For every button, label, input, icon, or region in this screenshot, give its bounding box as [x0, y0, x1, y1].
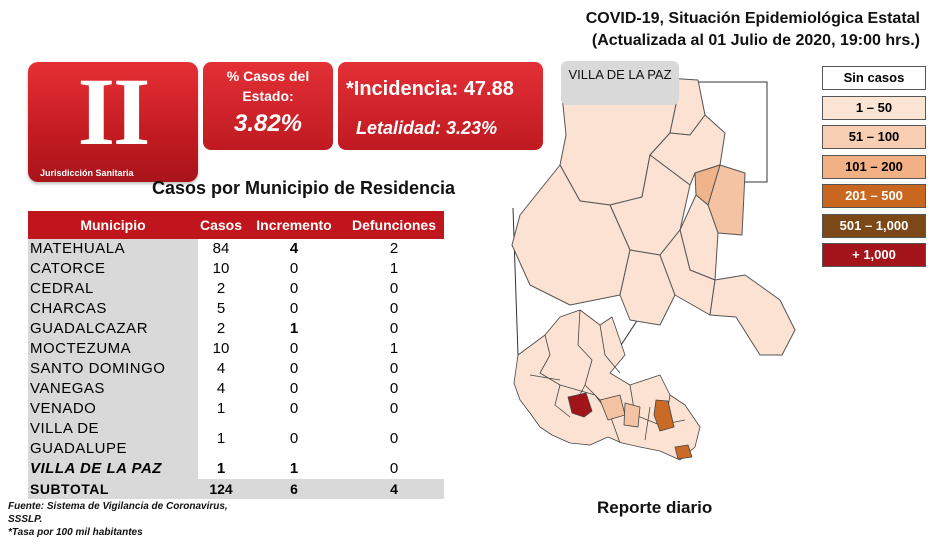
- cell-defunciones: 0: [389, 460, 399, 477]
- table-row: [28, 299, 444, 319]
- table-row: [28, 239, 444, 259]
- cell-casos: 4: [216, 380, 226, 397]
- title-line-2: (Actualizada al 01 Julio de 2020, 19:00 hrs.): [591, 32, 920, 49]
- cell-municipio: VENADO: [28, 399, 198, 419]
- legend-item: 1 – 50: [822, 96, 926, 120]
- cell-incremento: 0: [289, 300, 299, 317]
- cell-incremento: 0: [289, 380, 299, 397]
- subtotal-row: [28, 479, 444, 499]
- table-row: [28, 319, 444, 339]
- cell-casos: 84: [212, 240, 230, 257]
- legend-item: 51 – 100: [822, 125, 926, 149]
- cell-casos: 5: [216, 300, 226, 317]
- jurisdiction-number: II: [77, 58, 149, 165]
- header-defunciones: Defunciones: [344, 211, 444, 239]
- cell-incremento: 0: [289, 360, 299, 377]
- table-row: [28, 399, 444, 419]
- cell-municipio: VANEGAS: [28, 379, 198, 399]
- cell-incremento: 0: [289, 340, 299, 357]
- letalidad-label: Letalidad:: [356, 118, 442, 138]
- cell-municipio: VILLA DE LA PAZ: [28, 459, 198, 479]
- letalidad-value: 3.23%: [446, 118, 498, 138]
- subtotal-label: SUBTOTAL: [28, 479, 198, 499]
- legend-item: Sin casos: [822, 66, 926, 90]
- subtotal-casos: 124: [198, 479, 244, 499]
- cell-municipio: CHARCAS: [28, 299, 198, 319]
- source-line-1: Fuente: Sistema de Vigilancia de Coronavirus,: [8, 501, 228, 512]
- state-map: [500, 55, 820, 475]
- legend-item: + 1,000: [822, 243, 926, 267]
- state-region-mid-2: [624, 403, 640, 427]
- cell-casos: 4: [216, 360, 226, 377]
- title-line-1: COVID-19, Situación Epidemiológica Estatal: [585, 10, 920, 27]
- cell-defunciones: 0: [389, 380, 399, 397]
- cell-municipio: MOCTEZUMA: [28, 339, 198, 359]
- table-row: [28, 279, 444, 299]
- cell-incremento: 4: [289, 240, 299, 257]
- legend-item: 201 – 500: [822, 184, 926, 208]
- cell-defunciones: 1: [389, 340, 399, 357]
- table-row: [28, 419, 444, 459]
- reporte-diario-label: Reporte diario: [597, 498, 713, 517]
- cell-municipio: VILLA DE GUADALUPE: [28, 419, 198, 459]
- cell-municipio: CATORCE: [28, 259, 198, 279]
- cell-incremento: 0: [289, 260, 299, 277]
- cell-casos: 1: [216, 430, 226, 447]
- subtotal-defunciones: 4: [344, 479, 444, 499]
- cell-incremento: 1: [289, 320, 299, 337]
- cell-incremento: 0: [289, 280, 299, 297]
- cell-municipio: GUADALCAZAR: [28, 319, 198, 339]
- cases-table: [28, 211, 444, 499]
- legend-item: 501 – 1,000: [822, 214, 926, 238]
- percent-label-line-2: Estado:: [242, 88, 294, 104]
- legend-item: 101 – 200: [822, 155, 926, 179]
- table-row: [28, 359, 444, 379]
- table-row: [28, 459, 444, 479]
- cell-defunciones: 0: [389, 280, 399, 297]
- municipio-guadalcazar: [710, 275, 795, 355]
- header-incremento: Incremento: [244, 211, 344, 239]
- cell-defunciones: 0: [389, 430, 399, 447]
- header-casos: Casos: [198, 211, 244, 239]
- jurisdiction-map: [512, 77, 795, 355]
- source-line-3: *Tasa por 100 mil habitantes: [8, 527, 143, 538]
- incidence-text: *Incidencia: 47.88: [346, 78, 514, 100]
- source-line-2: SSSLP.: [8, 514, 43, 525]
- letalidad-text: [356, 118, 497, 139]
- state-outline: [514, 310, 700, 460]
- cell-casos: 10: [212, 340, 230, 357]
- cell-municipio: CEDRAL: [28, 279, 198, 299]
- cell-municipio: SANTO DOMINGO: [28, 359, 198, 379]
- cell-casos: 1: [216, 400, 226, 417]
- cell-casos: 2: [216, 280, 226, 297]
- cell-defunciones: 0: [389, 300, 399, 317]
- subtotal-incremento: 6: [244, 479, 344, 499]
- report-title: [520, 8, 920, 52]
- cell-casos: 1: [216, 460, 226, 477]
- cell-municipio: MATEHUALA: [28, 239, 198, 259]
- table-row: [28, 379, 444, 399]
- cell-defunciones: 2: [389, 240, 399, 257]
- source-note: [8, 500, 228, 539]
- cell-incremento: 0: [289, 430, 299, 447]
- cell-defunciones: 0: [389, 400, 399, 417]
- cell-casos: 10: [212, 260, 230, 277]
- percent-label-line-1: % Casos del: [226, 68, 310, 84]
- table-subtitle: Casos por Municipio de Residencia: [152, 178, 456, 198]
- jurisdiction-label: Jurisdicción Sanitaria: [40, 168, 134, 178]
- cell-incremento: 1: [289, 460, 299, 477]
- cell-defunciones: 0: [389, 360, 399, 377]
- villa-de-la-paz-callout: VILLA DE LA PAZ: [561, 61, 679, 105]
- cell-incremento: 0: [289, 400, 299, 417]
- cell-defunciones: 1: [389, 260, 399, 277]
- cell-casos: 2: [216, 320, 226, 337]
- table-row: [28, 259, 444, 279]
- cell-defunciones: 0: [389, 320, 399, 337]
- table-header-row: [28, 211, 444, 239]
- percent-value: 3.82%: [233, 110, 303, 137]
- table-row: [28, 339, 444, 359]
- state-overview-map: [514, 310, 700, 460]
- header-municipio: Municipio: [28, 211, 198, 239]
- percent-label: [203, 66, 333, 106]
